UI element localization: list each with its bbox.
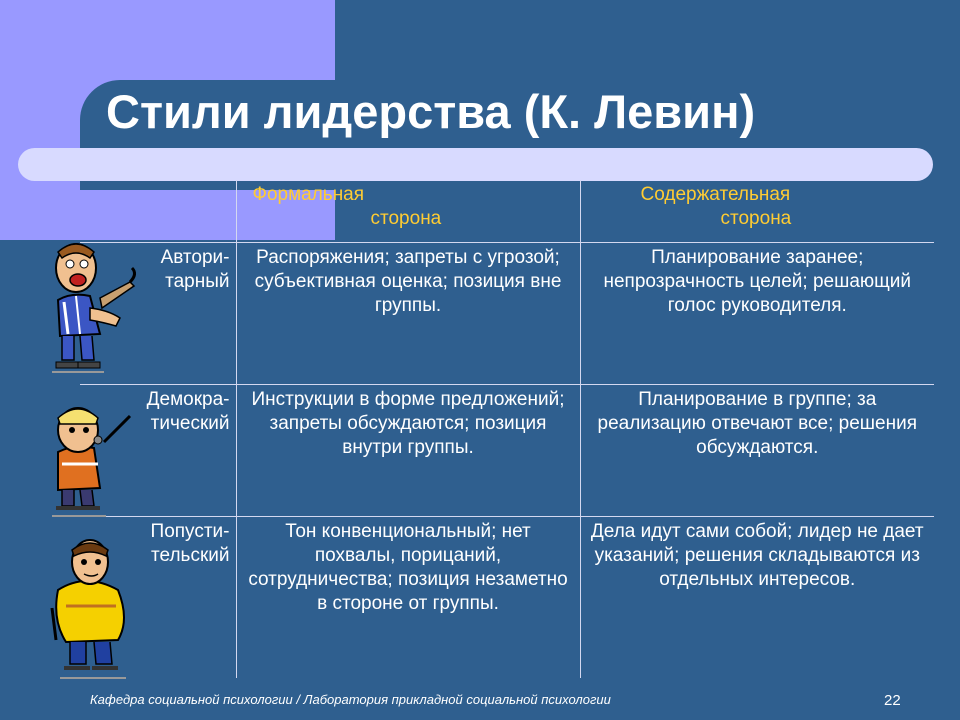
content-cell-permissive: Дела идут сами собой; лидер не дает указаний; решения складываются из отдельных интересов. [580, 516, 934, 678]
slide-title: Стили лидерства (К. Левин) [106, 85, 756, 138]
relaxed-player-icon [46, 536, 142, 686]
header-formal-line1: Формальная [252, 184, 365, 205]
style-name-line: тический [150, 412, 230, 434]
content-cell-democratic: Планирование в группе; за реализацию отвечают все; решения обсуждаются. [580, 384, 934, 516]
page-number: 22 [884, 692, 901, 709]
table-row-authoritarian [80, 242, 934, 384]
formal-cell-democratic: Инструкции в форме предложений; запреты обсуждаются; позиция внутри группы. [236, 384, 580, 516]
formal-cell-permissive: Тон конвенциональный; нет похвалы, порицаний, сотрудничества; позиция незаметно в стороне от группы. [236, 516, 580, 678]
header-content-side [580, 180, 934, 242]
title-underline-bar [18, 148, 933, 181]
footer-department: Кафедра социальной психологии / Лаборатория прикладной социальной психологии [90, 692, 611, 707]
content-cell-authoritarian: Планирование заранее; непрозрачность целей; решающий голос руководителя. [580, 242, 934, 384]
header-empty-cell [80, 180, 236, 242]
whistling-coach-icon [40, 402, 136, 520]
style-name-line: тарный [165, 270, 230, 292]
table-row-democratic [80, 384, 934, 516]
style-name-line: тельский [151, 544, 230, 566]
angry-coach-icon [42, 238, 140, 378]
header-formal-side [236, 180, 580, 242]
table-header-row [80, 180, 934, 242]
formal-cell-authoritarian: Распоряжения; запреты с угрозой; субъективная оценка; позиция вне группы. [236, 242, 580, 384]
style-name-line: Попусти- [150, 520, 230, 542]
header-formal-line2: сторона [370, 208, 442, 230]
table-row-permissive [80, 516, 934, 678]
leadership-styles-table [80, 180, 934, 678]
header-content-line2: сторона [720, 208, 792, 230]
style-name-line: Демокра- [146, 388, 230, 410]
style-name-line: Автори- [160, 246, 230, 268]
header-content-line1: Содержательная [640, 184, 791, 205]
